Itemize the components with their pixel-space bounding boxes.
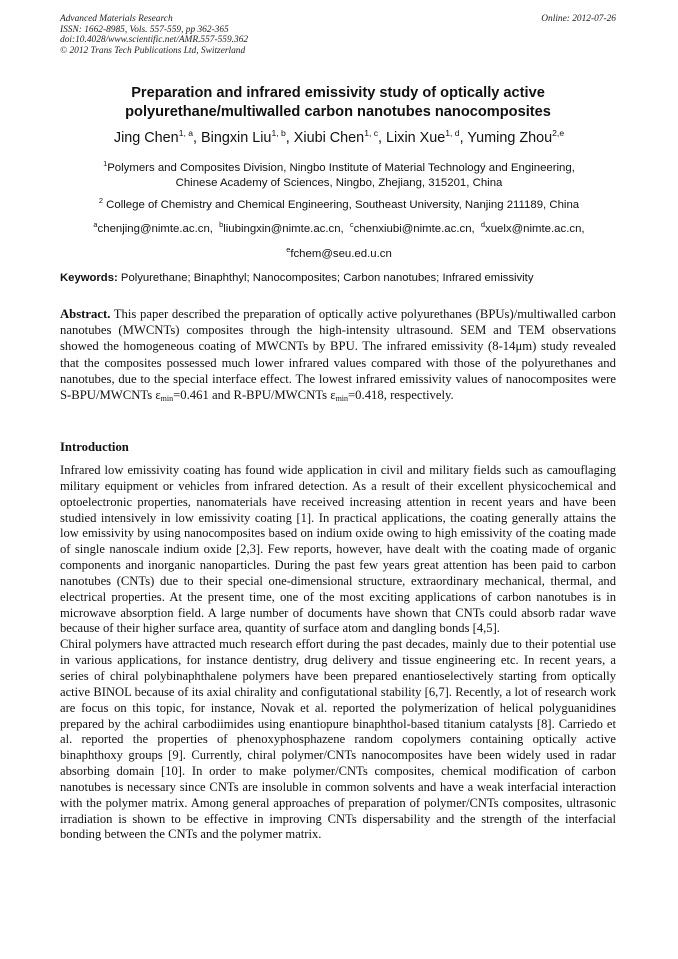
email-address[interactable]: liubingxin@nimte.ac.cn,: [223, 222, 344, 235]
affiliation-2-text: College of Chemistry and Chemical Engineering, Southeast University, Nanjing 211189, China: [102, 198, 580, 211]
title-line-1: Preparation and infrared emissivity study of optically active: [131, 85, 545, 101]
affiliation-1-line-2: Chinese Academy of Sciences, Ningbo, Zhejiang, 315201, China: [175, 176, 503, 189]
keywords-text: Polyurethane; Binaphthyl; Nanocomposites; Carbon nanotubes; Infrared emissivity: [117, 272, 534, 284]
online-date: Online: 2012-07-26: [541, 14, 616, 24]
author-affil-mark: 2,e: [552, 128, 565, 138]
email-mark: c: [349, 220, 354, 229]
title-line-2: polyurethane/multiwalled carbon nanotubes nanocomposites: [125, 103, 551, 120]
paragraph: Infrared low emissivity coating has found wide application in civil and military fields such as camouflaging military equipment or vehicles from infrared detection. As a result of their excellent physicochemical and optoelectronic properties, nanomaterials have received increasing attention in recent years and have been studied intensively in low emissivity coating [1]. In practical applications, the coating generally attains the low emissivity by using nanocomposites based on indium oxide owing to high emissivity of the coating made of single nanoscale indium oxide [2,3]. Few reports, however, have dealt with the coating made of organic components and inorganic nanoparticles. During the past few years great attention has been paid to carbon nanotubes (CNTs) due to their special one-dimensional structure, extraordinary mechanical, thermal, and electrical properties. At the present time, one of the most exciting applications of carbon nanotubes is in microwave absorption field. A large number of documents have shown that CNTs could absorb radar wave because of their higher surface area, quantity of surface atom and dangling bonds [4,5].: [60, 463, 616, 636]
section-heading-introduction: Introduction: [60, 440, 129, 454]
abstract-subscript: min: [160, 394, 174, 404]
author-list: Jing Chen$^{1, a}$, Bingxin Liu$^{1, b}$, Xiubi Chen$^{1, c}$, Lixin Xue$^{1, d}$, Yuming Zhou$^{2,e}$: [113, 128, 565, 146]
author-affil-mark: 1, d: [445, 128, 460, 138]
abstract-text: This paper described the preparation of optically active polyurethanes (BPUs)/multiwalled carbon nanotubes (MWCNTs) composites through the high-intensity ultrasound. SEM and TEM observations showed the homogeneous coating of MWCNTs by BPU. The infrared emissivity (8-14μm) study revealed that the composites possessed much lower infrared values compared with those of the polyurethanes and nanotubes, due to the special interface effect. The lowest infrared emissivity values of nanocomposites were S-BPU/MWCNTs ε: [60, 307, 616, 403]
email-address[interactable]: chenjing@nimte.ac.cn,: [97, 222, 213, 235]
affiliation-1-line-1: Polymers and Composites Division, Ningbo Institute of Material Technology and Engineering,: [107, 161, 575, 174]
email-address[interactable]: chenxiubi@nimte.ac.cn,: [353, 222, 475, 235]
abstract: [60, 306, 616, 403]
email-mark: e: [286, 244, 291, 254]
affiliation-1: [50, 157, 628, 190]
author-name: Yuming Zhou: [467, 129, 553, 146]
author-affil-mark: 1, b: [271, 128, 286, 138]
issn-line: ISSN: 1662-8985, Vols. 557-559, pp 362-365: [60, 24, 229, 35]
abstract-text: =0.461 and R-BPU/MWCNTs ε: [173, 388, 336, 403]
copyright-line: © 2012 Trans Tech Publications Ltd, Switzerland: [60, 45, 246, 56]
email-list: [50, 215, 628, 264]
abstract-label: Abstract.: [60, 307, 111, 321]
email-mark: b: [219, 220, 224, 229]
email-address[interactable]: fchem@seu.ed.u.cn: [290, 247, 392, 260]
keywords: [60, 272, 616, 284]
affiliation-mark: 2: [98, 196, 103, 205]
author-affil-mark: 1, a: [178, 128, 194, 138]
journal-name: Advanced Materials Research: [60, 14, 173, 24]
paragraph: Chiral polymers have attracted much research effort during the past decades, mainly due to their potential use in various applications, for instance dentistry, drug delivery and tissue engineering etc. In recent years, a series of chiral polybinaphthalene polymers have been prepared enantioselectively starting from optically active BINOL because of its axial chirality and configutational stability [6,7]. Recently, a lot of research work are focus on this topic, for instance, Novak et al. reported the polymerization of helical polyguanidines prepared by the achiral carbodiimides using enantiopure binaphthol-based titanium catalysts [8]. Carriedo et al. reported the properties of phenoxyphosphazene random copolymers containing optically active binaphthoxy groups [9]. Currently, chiral polymer/CNTs nanocomposites have been widely used in radar absorbing domain [10]. In order to make polymer/CNTs composites, chemical modification of carbon nanotubes is necessary since CNTs are insoluble in common solvents and have a weak interfacial interaction with the polymer matrix. Among general approaches of preparation of polymer/CNTs composites, ultrasonic irradiation is shown to be effective in improving CNTs dispersability and the strength of the interfacial bonding between the CNTs and the polymer matrix.: [60, 637, 616, 842]
paper-title: [60, 84, 616, 121]
affiliation-2: [50, 194, 628, 213]
author-affil-mark: 1, c: [364, 128, 379, 138]
introduction-body: [60, 463, 616, 843]
author-name: Lixin Xue: [386, 129, 446, 146]
author-name: Jing Chen: [113, 129, 179, 146]
author-name: Bingxin Liu: [201, 129, 272, 146]
abstract-text: =0.418, respectively.: [348, 388, 454, 403]
email-mark: d: [480, 220, 485, 229]
abstract-subscript: min: [335, 394, 349, 404]
keywords-label: Keywords:: [60, 272, 118, 284]
affiliation-mark: 1: [103, 159, 108, 168]
author-name: Xiubi Chen: [293, 129, 365, 146]
journal-header: [60, 14, 616, 56]
email-mark: a: [93, 220, 98, 229]
email-address[interactable]: xuelx@nimte.ac.cn,: [485, 222, 585, 235]
doi-line: doi:10.4028/www.scientific.net/AMR.557-559.362: [60, 35, 249, 46]
